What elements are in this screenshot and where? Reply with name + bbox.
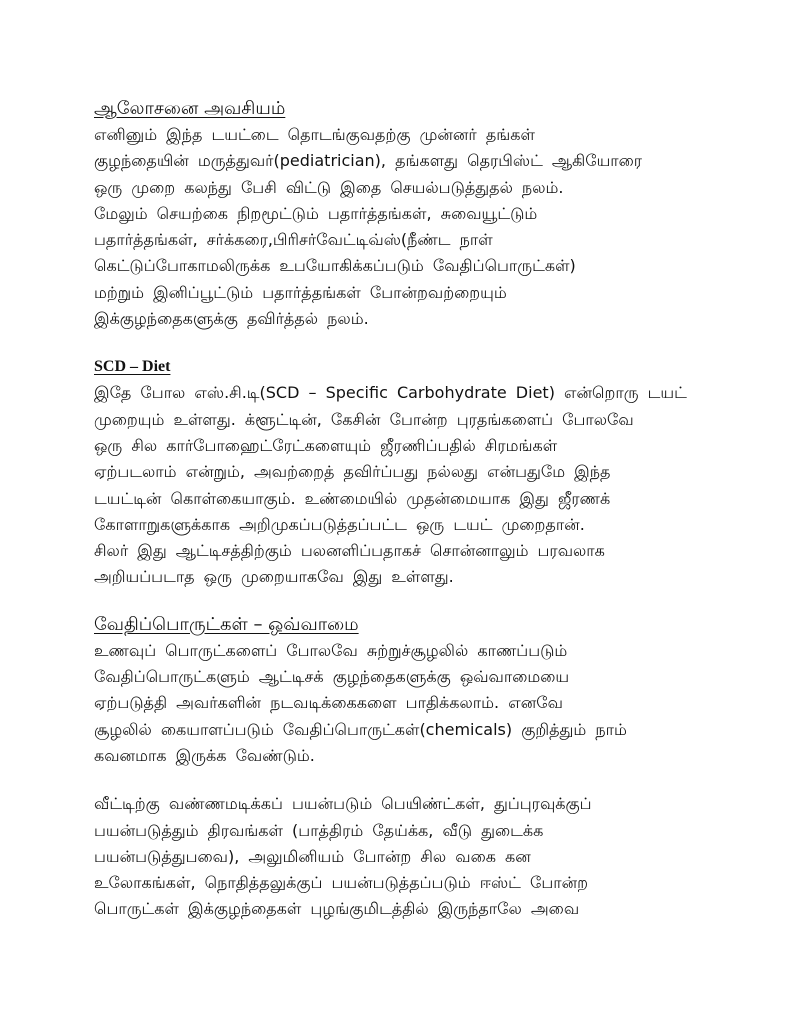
text-line: பொருட்கள் இக்குழந்தைகள் புழங்குமிடத்தில் இருந்தாலே அவை — [94, 899, 580, 919]
section-spacer — [94, 332, 734, 354]
section-heading: ஆலோசனை அவசியம் — [94, 98, 286, 119]
text-line: இக்குழந்தைகளுக்கு தவிர்த்தல் நலம். — [94, 309, 369, 329]
text-line: பதார்த்தங்கள், சர்க்கரை,பிரிசர்வேட்டிவ்ஸ்(நீண்ட நாள் — [94, 230, 493, 250]
section-heading: SCD – Diet — [94, 358, 171, 376]
text-line: ஏற்படுத்தி அவர்களின் நடவடிக்கைகளை பாதிக்கலாம். எனவே — [94, 693, 563, 713]
text-line: உலோகங்கள், நொதித்தலுக்குப் பயன்படுத்தப்படும் ஈஸ்ட் போன்ற — [94, 873, 589, 893]
text-line: எனினும் இந்த டயட்டை தொடங்குவதற்கு முன்னர் தங்கள் — [94, 125, 535, 144]
text-line: சூழலில் கையாளப்படும் வேதிப்பொருட்கள்(chemicals) குறித்தும் நாம் — [94, 719, 627, 739]
text-line: மேலும் செயற்கை நிறமூட்டும் பதார்த்தங்கள், சுவையூட்டும் — [94, 203, 538, 223]
text-line: ஒரு சில கார்போஹைட்ரேட்களையும் ஜீரணிப்பதில் சிரமங்கள் — [94, 435, 558, 455]
text-line: பயன்படுத்தும் திரவங்கள் (பாத்திரம் தேய்க்க, வீடு துடைக்க — [94, 820, 544, 840]
text-line: ஏற்படலாம் என்றும், அவற்றைத் தவிர்ப்பது நல்லது என்பதுமே இந்த — [94, 462, 611, 482]
section-spacer — [94, 591, 734, 612]
text-line: கோளாறுகளுக்காக அறிமுகப்படுத்தப்பட்ட ஒரு டயட் முறைதான். — [94, 514, 585, 534]
text-line: ஒரு முறை கலந்து பேசி விட்டு இதை செயல்படுத்துதல் நலம். — [94, 177, 564, 197]
text-line: வீட்டிற்கு வண்ணமடிக்கப் பயன்படும் பெயிண்ட்கள், துப்புரவுக்குப் — [94, 794, 592, 814]
text-line: முறையும் உள்ளது. க்ளூட்டின், கேசின் போன்ற புரதங்களைப் போலவே — [94, 409, 634, 429]
text-line: இதே போல எஸ்.சி.டி(SCD – Specific Carbohydrate Diet) என்றொரு டயட் — [94, 383, 687, 403]
section-household-chemicals — [94, 791, 734, 922]
section-spacer — [94, 769, 734, 791]
section-heading: வேதிப்பொருட்கள் – ஒவ்வாமை — [94, 613, 359, 635]
text-line: உணவுப் பொருட்களைப் போலவே சுற்றுச்சூழலில் காணப்படும் — [94, 640, 568, 660]
text-line: கவனமாக இருக்க வேண்டும். — [94, 745, 315, 765]
section-consultation — [94, 96, 734, 332]
text-line: அறியப்படாத ஒரு முறையாகவே இது உள்ளது. — [94, 567, 454, 587]
section-chemicals-allergy — [94, 612, 734, 769]
text-line: பயன்படுத்துபவை), அலுமினியம் போன்ற சில வகை கன — [94, 846, 531, 866]
text-line: கெட்டுப்போகாமலிருக்க உபயோகிக்கப்படும் வேதிப்பொருட்கள்) — [94, 256, 576, 276]
text-line: குழந்தையின் மருத்துவர்(pediatrician), தங்களது தெரபிஸ்ட் ஆகியோரை — [94, 151, 643, 171]
text-line: மற்றும் இனிப்பூட்டும் பதார்த்தங்கள் போன்றவற்றையும் — [94, 282, 507, 302]
text-line: வேதிப்பொருட்களும் ஆட்டிசக் குழந்தைகளுக்கு ஒவ்வாமையை — [94, 667, 570, 687]
text-line: டயட்டின் கொள்கையாகும். உண்மையில் முதன்மையாக இது ஜீரணக் — [94, 488, 611, 508]
section-scd-diet — [94, 354, 734, 590]
document-page — [94, 96, 734, 923]
text-line: சிலர் இது ஆட்டிசத்திற்கும் பலனளிப்பதாகச் சொன்னாலும் பரவலாக — [94, 541, 605, 561]
